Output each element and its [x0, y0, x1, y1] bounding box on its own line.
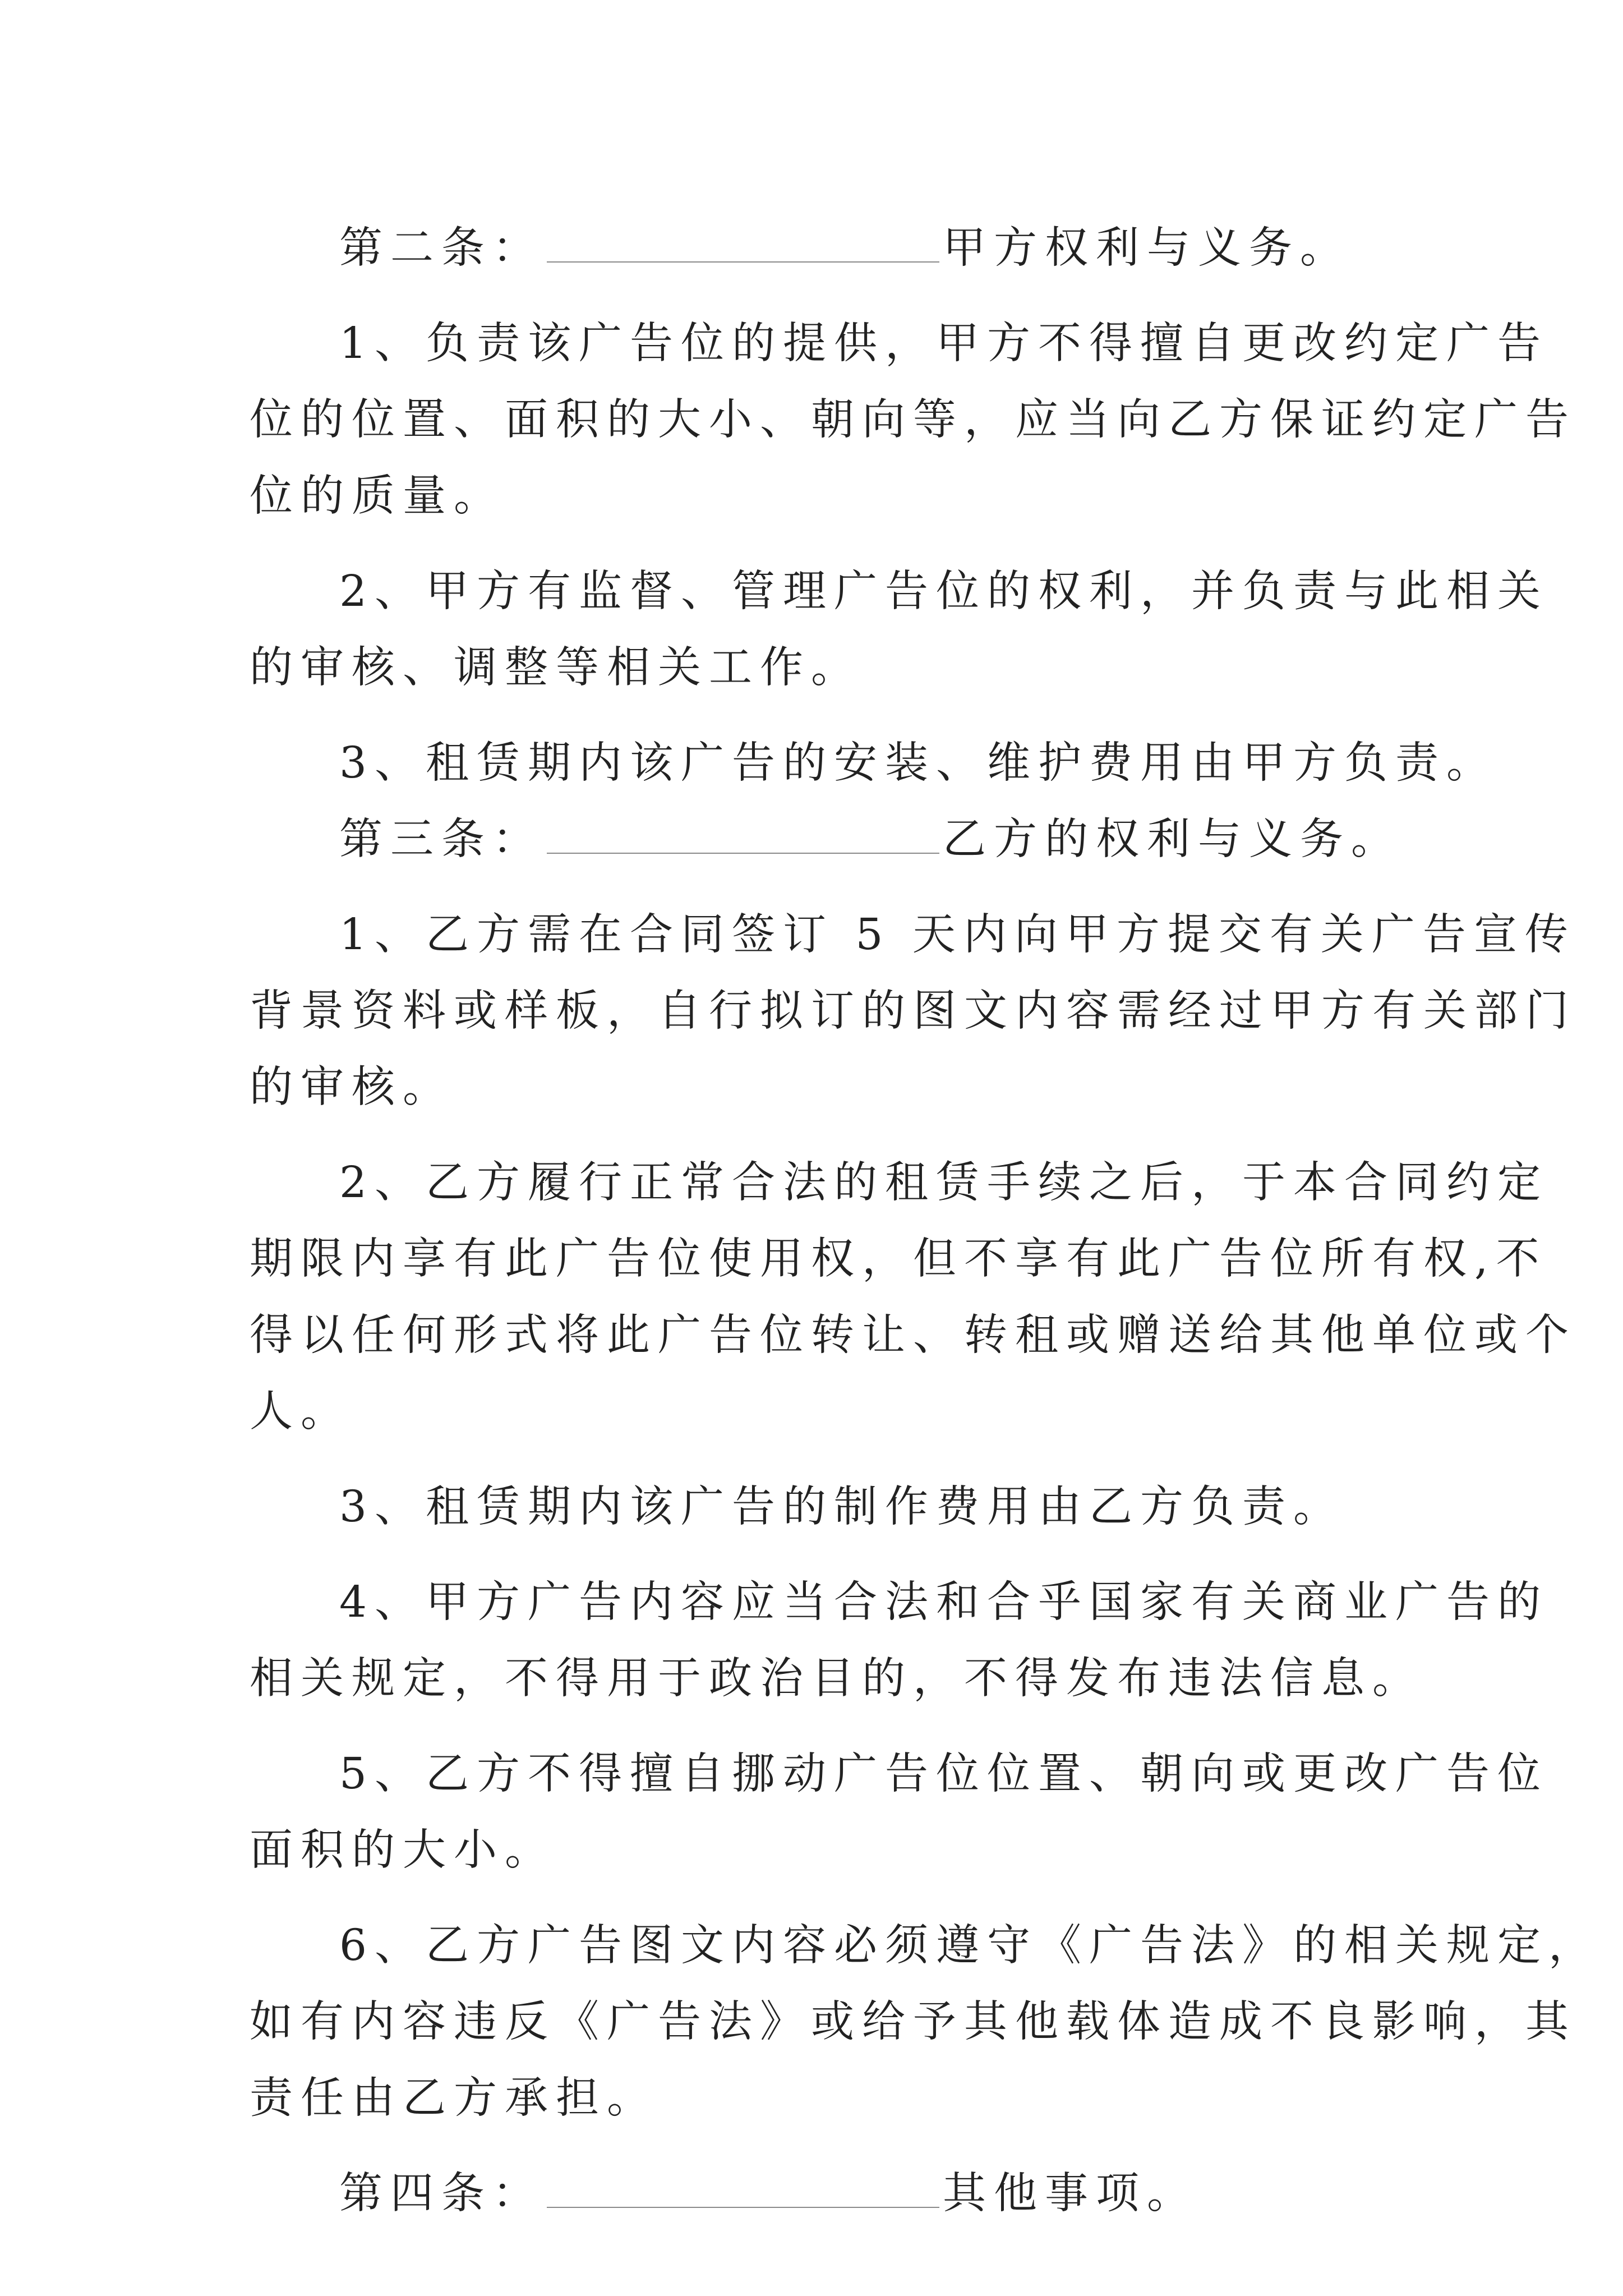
article-3-item-5-line-2: 面积的大小。: [250, 1825, 556, 1875]
document-body: [250, 210, 1599, 2232]
article-4-heading: [250, 2156, 1377, 2232]
article-3-item-4-line-1: 4、甲方广告内容应当合法和合乎国家有关商业广告的: [339, 1577, 1548, 1627]
article-2-label: 第二条：: [339, 223, 543, 273]
article-2-blank-field: [547, 222, 939, 263]
article-3-item-2-line-3: 得以任何形式将此广告位转让、转租或赠送给其他单位或个: [250, 1310, 1576, 1360]
article-3-item-1-line-3: 的审核。: [250, 1062, 454, 1112]
article-3-item-6-line-1: 6、乙方广告图文内容必须遵守《广告法》的相关规定，: [339, 1921, 1599, 1971]
article-3-item-3-line-1: 3、租赁期内该广告的制作费用由乙方负责。: [339, 1482, 1344, 1532]
article-3-item-6-line-2: 如有内容违反《广告法》或给予其他载体造成不良影响，其: [250, 1997, 1576, 2047]
article-3-title: 乙方的权利与义务。: [943, 815, 1402, 864]
article-3-item-6-line-3: 责任由乙方承担。: [250, 2073, 658, 2123]
article-4-label: 第四条：: [339, 2169, 543, 2219]
article-2-item-2-line-2: 的审核、调整等相关工作。: [250, 643, 862, 693]
article-3-item-2-line-4: 人。: [250, 1387, 352, 1437]
article-2-heading: [250, 210, 1377, 287]
article-2-title: 甲方权利与义务。: [943, 223, 1351, 273]
article-4-title: 其他事项。: [943, 2169, 1198, 2219]
article-3-label: 第三条：: [339, 815, 543, 864]
article-3-item-2-line-2: 期限内享有此广告位使用权，但不享有此广告位所有权,不: [250, 1234, 1547, 1284]
article-3-blank-field: [547, 813, 939, 854]
article-3-item-1-line-2: 背景资料或样板，自行拟订的图文内容需经过甲方有关部门: [250, 986, 1576, 1036]
article-3-item-2-line-1: 2、乙方履行正常合法的租赁手续之后，于本合同约定: [339, 1158, 1548, 1208]
article-2-item-1-line-3: 位的质量。: [250, 471, 505, 521]
article-3-item-5-line-1: 5、乙方不得擅自挪动广告位位置、朝向或更改广告位: [339, 1749, 1548, 1799]
article-3-item-4-line-2: 相关规定，不得用于政治目的，不得发布违法信息。: [250, 1654, 1423, 1704]
article-3-item-1-line-1: 1、乙方需在合同签订 5 天内向甲方提交有关广告宣传: [339, 910, 1576, 960]
article-2-item-1-line-2: 位的位置、面积的大小、朝向等，应当向乙方保证约定广告: [250, 395, 1576, 445]
article-4-blank-field: [547, 2168, 939, 2208]
article-2-item-1-line-1: 1、负责该广告位的提供，甲方不得擅自更改约定广告: [339, 319, 1548, 369]
article-3-heading: [250, 802, 1402, 878]
article-2-item-3-line-1: 3、租赁期内该广告的安装、维护费用由甲方负责。: [339, 738, 1497, 788]
article-2-item-2-line-1: 2、甲方有监督、管理广告位的权利，并负责与此相关: [339, 567, 1548, 616]
